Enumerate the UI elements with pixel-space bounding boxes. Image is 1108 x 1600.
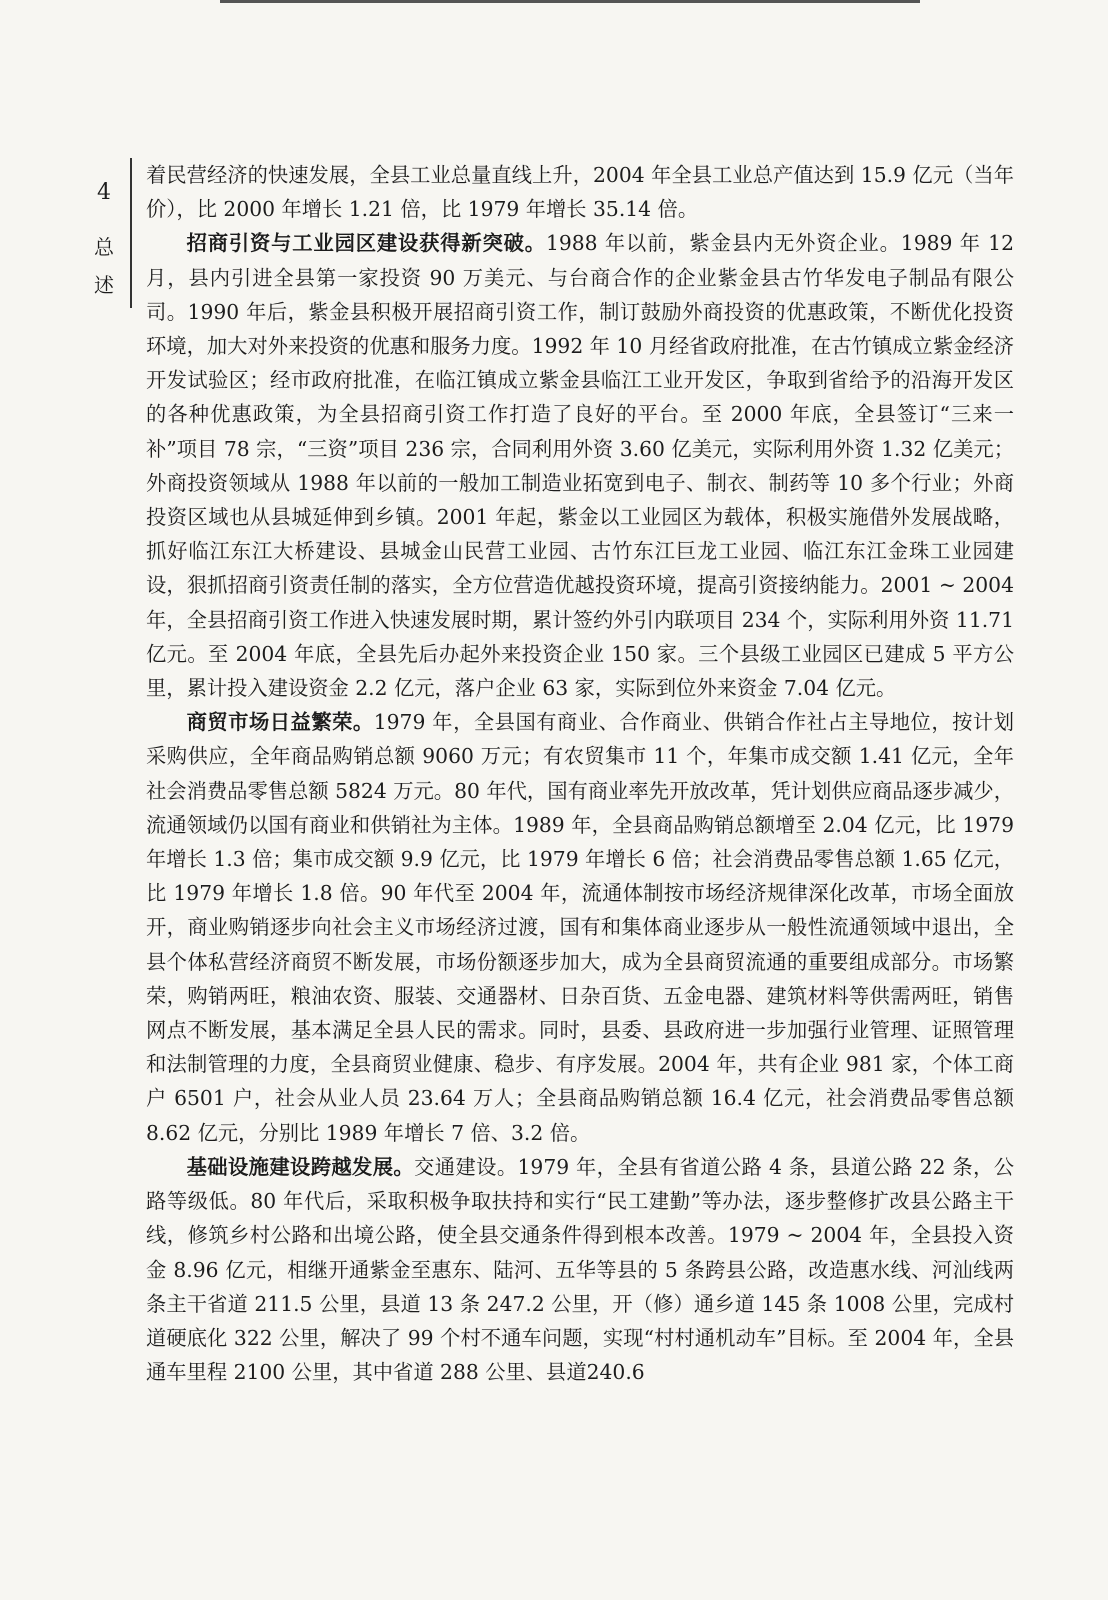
page-margin [86, 178, 122, 304]
section-label-char-1: 总 [94, 235, 114, 259]
paragraph-heading: 基础设施建设跨越发展。 [186, 1154, 415, 1179]
section-label-char-2: 述 [94, 273, 114, 297]
paragraph-text: 着民营经济的快速发展，全县工业总量直线上升，2004 年全县工业总产值达到 15.9 亿元（当年价），比 2000 年增长 1.21 倍，比 1979 年增长 35.14 倍。 [146, 163, 1014, 222]
paragraph-text: 1988 年以前，紫金县内无外资企业。1989 年 12 月，县内引进全县第一家投资 90 万美元、与台商合作的企业紫金县古竹华发电子制品有限公司。1990 年后，紫金县积极开展招商引资工作，制订鼓励外商投资的优惠政策，不断优化投资环境，加大对外来投资的优惠和服务力度。1992 年 10 月经省政府批准，在古竹镇成立紫金经济开发试验区；经市政府批准，在临江镇成立紫金县临江工业开发区，争取到省给予的沿海开发区的各种优惠政策，为全县招商引资工作打造了良好的平台。至 2000 年底，全县签订“三来一补”项目 78 宗，“三资”项目 236 宗，合同利用外资 3.60 亿美元，实际利用外资 1.32 亿美元；外商投资领域从 1988 年以前的一般加工制造业拓宽到电子、制衣、制药等 10 多个行业；外商投资区域也从县城延伸到乡镇。2001 年起，紫金以工业园区为载体，积极实施借外发展战略，抓好临江东江大桥建设、县城金山民营工业园、古竹东江巨龙工业园、临江东江金珠工业园建设，狠抓招商引资责任制的落实，全方位营造优越投资环境，提高引资接纳能力。2001 ~ 2004 年，全县招商引资工作进入快速发展时期，累计签约外引内联项目 234 个，实际利用外资 11.71 亿元。至 2004 年底，全县先后办起外来投资企业 150 家。三个县级工业园区已建成 5 平方公里，累计投入建设资金 2.2 亿元，落户企业 63 家，实际到位外来资金 7.04 亿元。 [146, 231, 1014, 701]
top-rule [220, 0, 920, 3]
paragraph-heading: 招商引资与工业园区建设获得新突破。 [186, 231, 546, 256]
paragraph-commerce [146, 705, 1014, 1150]
paragraph-continuation [146, 158, 1014, 226]
margin-rule [130, 158, 132, 308]
page-number: 4 [97, 180, 111, 205]
paragraph-text: 交通建设。1979 年，全县有省道公路 4 条，县道公路 22 条，公路等级低。80 年代后，采取积极争取扶持和实行“民工建勤”等办法，逐步整修扩改县公路主干线，修筑乡村公路和出境公路，使全县交通条件得到根本改善。1979 ~ 2004 年，全县投入资金 8.96 亿元，相继开通紫金至惠东、陆河、五华等县的 5 条跨县公路，改造惠水线、河汕线两条主干省道 211.5 公里，县道 13 条 247.2 公里，开（修）通乡道 145 条 1008 公里，完成村道硬底化 322 公里，解决了 99 个村不通车问题，实现“村村通机动车”目标。至 2004 年，全县通车里程 2100 公里，其中省道 288 公里、县道240.6 [146, 1154, 1014, 1385]
paragraph-infrastructure [146, 1150, 1014, 1389]
paragraph-investment [146, 226, 1014, 705]
paragraph-text: 1979 年，全县国有商业、合作商业、供销合作社占主导地位，按计划采购供应，全年商品购销总额 9060 万元；有农贸集市 11 个，年集市成交额 1.41 亿元，全年社会消费品零售总额 5824 万元。80 年代，国有商业率先开放改革，凭计划供应商品逐步减少，流通领域仍以国有商业和供销社为主体。1989 年，全县商品购销总额增至 2.04 亿元，比 1979 年增长 1.3 倍；集市成交额 9.9 亿元，比 1979 年增长 6 倍；社会消费品零售总额 1.65 亿元，比 1979 年增长 1.8 倍。90 年代至 2004 年，流通体制按市场经济规律深化改革，市场全面放开，商业购销逐步向社会主义市场经济过渡，国有和集体商业逐步从一般性流通领域中退出，全县个体私营经济商贸不断发展，市场份额逐步加大，成为全县商贸流通的重要组成部分。市场繁荣，购销两旺，粮油农资、服装、交通器材、日杂百货、五金电器、建筑材料等供需两旺，销售网点不断发展，基本满足全县人民的需求。同时，县委、县政府进一步加强行业管理、证照管理和法制管理的力度，全县商贸业健康、稳步、有序发展。2004 年，共有企业 981 家，个体工商户 6501 户，社会从业人员 23.64 万人；全县商品购销总额 16.4 亿元，社会消费品零售总额 8.62 亿元，分别比 1989 年增长 7 倍、3.2 倍。 [146, 710, 1014, 1145]
body-text [146, 158, 1014, 1389]
paragraph-heading: 商贸市场日益繁荣。 [186, 710, 374, 735]
